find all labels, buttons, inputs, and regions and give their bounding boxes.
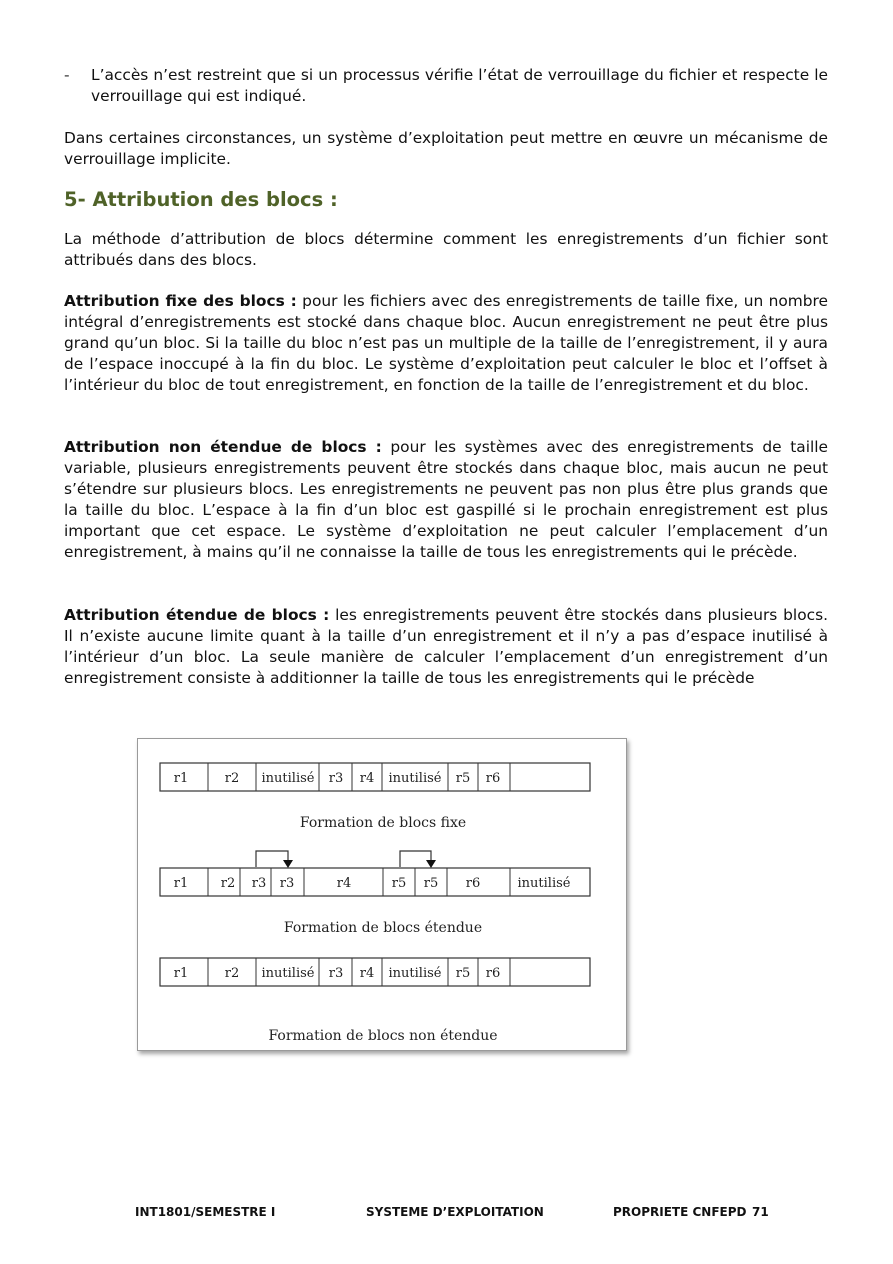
fixed-allocation-text: pour les fichiers avec des enregistrements de taille fixe, un nombre intégral d’enregistrements est stocké dans chaque bloc. Aucun enregistrement ne peut être plus grand qu’un bloc. Si la taille du bloc n’est pas un multiple de la taille de l’enregistrement, il y aura de l’espace inoccupé à la fin du bloc. Le système d’exploitation peut calculer le bloc et l’offset à l’intérieur du bloc de tout enregistrement, en fonction de la taille de l’enregistrement et du bloc.	[64, 292, 828, 394]
cell-label: inutilisé	[261, 771, 315, 786]
cell-label: r4	[359, 966, 375, 981]
bullet-text: L’accès n’est restreint que si un processus vérifie l’état de verrouillage du fichier et respecte le verrouillage qui est indiqué.	[91, 66, 828, 105]
intro-paragraph: Dans certaines circonstances, un système d’exploitation peut mettre en œuvre un mécanisme de verrouillage implicite.	[64, 129, 828, 168]
caption-fixed-blocks: Formation de blocs fixe	[299, 815, 467, 831]
cell-label: r3	[328, 966, 344, 981]
cell-label: r6	[485, 966, 501, 981]
row-unspanned-blocks	[160, 958, 590, 986]
cell-label: inutilisé	[388, 966, 442, 981]
page-number: 71	[752, 1205, 769, 1219]
span-arrow	[400, 851, 431, 867]
block-formation-diagram	[138, 739, 626, 1050]
section-intro-paragraph: La méthode d’attribution de blocs détermine comment les enregistrements d’un fichier sont attribués dans des blocs.	[64, 230, 828, 269]
unspanned-allocation-lead: Attribution non étendue de blocs :	[64, 438, 382, 456]
fixed-allocation-paragraph	[64, 291, 828, 396]
spanned-allocation-paragraph	[64, 605, 828, 689]
cell-label: r3	[251, 876, 267, 891]
unspanned-allocation-text: pour les systèmes avec des enregistrements de taille variable, plusieurs enregistrements peuvent être stockés dans chaque bloc, mais aucun ne peut s’étendre sur plusieurs blocs. Les enregistrements ne peuvent pas non plus être plus grands que la taille du bloc. L’espace à la fin d’un bloc est gaspillé si le prochain enregistrement est plus important que cet espace. Le système d’exploitation ne peut calculer l’emplacement d’un enregistrement, à mains qu’il ne connaisse la taille de tous les enregistrements qui le précède.	[64, 438, 828, 561]
footer-course-title: SYSTEME D’EXPLOITATION	[366, 1205, 544, 1219]
cell-label: r1	[173, 771, 189, 786]
section-title: 5- Attribution des blocs :	[64, 188, 338, 211]
cell-label: r1	[173, 966, 189, 981]
cell-label: r1	[173, 876, 189, 891]
cell-label: r2	[220, 876, 236, 891]
cell-label: r4	[336, 876, 352, 891]
cell-label: r5	[455, 966, 471, 981]
fixed-allocation-lead: Attribution fixe des blocs :	[64, 292, 297, 310]
cell-label: r2	[224, 771, 240, 786]
footer-ownership: PROPRIETE CNFEPD	[613, 1205, 747, 1219]
caption-spanned-blocks: Formation de blocs étendue	[283, 920, 483, 936]
caption-unspanned-blocks: Formation de blocs non étendue	[268, 1028, 498, 1044]
cell-label: r5	[391, 876, 407, 891]
cell-label: r4	[359, 771, 375, 786]
block-formation-figure	[137, 738, 627, 1051]
cell-label: r2	[224, 966, 240, 981]
spanned-allocation-text: les enregistrements peuvent être stockés dans plusieurs blocs. Il n’existe aucune limite quant à la taille d’un enregistrement et il n’y a pas d’espace inutilisé à l’intérieur d’un bloc. La seule manière de calculer l’emplacement d’un enregistrement d’un enregistrement consiste à additionner la taille de tous les enregistrements qui le précède	[64, 606, 828, 687]
bullet-item	[64, 65, 828, 107]
cell-label: inutilisé	[261, 966, 315, 981]
cell-label: r3	[328, 771, 344, 786]
cell-label: r6	[465, 876, 481, 891]
footer-course-code: INT1801/SEMESTRE I	[135, 1205, 276, 1219]
span-arrow	[256, 851, 288, 867]
cell-label: r6	[485, 771, 501, 786]
cell-label: r5	[455, 771, 471, 786]
unspanned-allocation-paragraph	[64, 437, 828, 563]
spanned-allocation-lead: Attribution étendue de blocs :	[64, 606, 330, 624]
cell-label: inutilisé	[517, 876, 571, 891]
cell-label: r3	[279, 876, 295, 891]
cell-label: inutilisé	[388, 771, 442, 786]
row-spanned-blocks	[160, 851, 590, 896]
row-fixed-blocks	[160, 763, 590, 791]
span-arrowhead	[283, 860, 293, 868]
bullet-dash: -	[64, 66, 70, 84]
span-arrowhead	[426, 860, 436, 868]
cell-label: r5	[423, 876, 439, 891]
